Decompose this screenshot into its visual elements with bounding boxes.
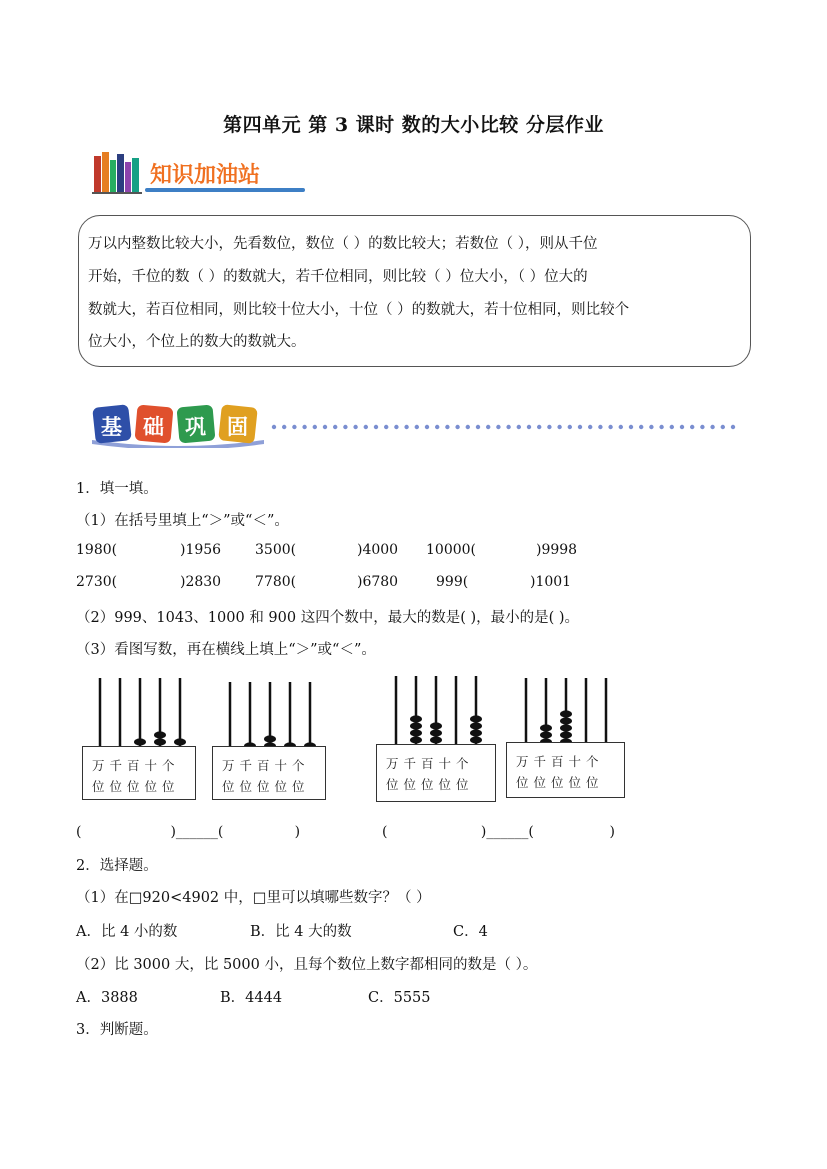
divider-dot (547, 425, 551, 429)
q2-opt2-c[interactable]: C．5555 (368, 990, 431, 1006)
divider-dot (527, 425, 531, 429)
abacus-2-place-top: 万千百十个 (222, 758, 310, 773)
knowledge-banner: 知识加油站 (150, 163, 261, 188)
abacus-1 (78, 676, 200, 801)
divider-dot (568, 425, 572, 429)
divider-dot (353, 425, 357, 429)
q1-sub1: （1）在括号里填上“＞”或“＜”。 (76, 513, 289, 529)
divider-dot (313, 425, 317, 429)
divider-dot (649, 425, 653, 429)
q1-answer-left[interactable]: ( )______( ) (76, 824, 301, 840)
abacus-2 (208, 680, 330, 805)
q2-sub1: （1）在□920<4902 中，□里可以填哪些数字？（ ） (76, 890, 431, 906)
knowledge-line-2: 开始，千位的数（ ）的数就大，若千位相同，则比较（ ）位大小，（ ）位大的 (88, 269, 588, 285)
q1-row1-b1: 3500( (255, 542, 297, 558)
abacus-bead (430, 736, 442, 743)
q1-sub3: （3）看图写数，再在横线上填上“＞”或“＜”。 (76, 642, 376, 658)
q1-row2-a2: )2830 (180, 574, 222, 590)
divider-dot (425, 425, 429, 429)
divider-dot (700, 425, 704, 429)
abacus-4 (504, 676, 628, 801)
banner-underline (145, 188, 305, 192)
basics-char-2: 础 (143, 415, 164, 439)
abacus-bead (134, 738, 146, 745)
divider-dot (670, 425, 674, 429)
q3-heading: 3．判断题。 (76, 1022, 158, 1038)
divider-dot (333, 425, 337, 429)
q2-opt1-b[interactable]: B．比 4 大的数 (250, 924, 352, 940)
divider-dot (272, 425, 276, 429)
basics-banner (88, 400, 268, 448)
abacus-bead (174, 738, 186, 745)
divider-dot (690, 425, 694, 429)
abacus-bead (560, 710, 572, 717)
divider-dot (486, 425, 490, 429)
abacus-bead (470, 736, 482, 743)
q2-opt1-a[interactable]: A．比 4 小的数 (76, 924, 178, 940)
abacus-4-place-bottom: 位位位位位 (516, 775, 604, 790)
abacus-bead (560, 724, 572, 731)
abacus-3-place-bottom: 位位位位位 (386, 777, 474, 792)
abacus-bead (410, 722, 422, 729)
basics-char-3: 巩 (185, 415, 206, 439)
divider-dot (680, 425, 684, 429)
q2-opt2-a[interactable]: A．3888 (76, 990, 138, 1006)
divider-dot (302, 425, 306, 429)
divider-dot (476, 425, 480, 429)
divider-dot (506, 425, 510, 429)
divider-dot (639, 425, 643, 429)
divider-dot (415, 425, 419, 429)
q1-row1-b2: )4000 (357, 542, 399, 558)
abacus-bead (430, 729, 442, 736)
q1-row1-a1: 1980( (76, 542, 118, 558)
divider-dot (496, 425, 500, 429)
divider-dot (394, 425, 398, 429)
divider-dot (608, 425, 612, 429)
divider-dot (598, 425, 602, 429)
divider-dot (659, 425, 663, 429)
abacus-bead (410, 729, 422, 736)
divider-dot (578, 425, 582, 429)
divider-dot (323, 425, 327, 429)
abacus-bead (154, 738, 166, 745)
q1-sub2: （2）999、1043、1000 和 900 这四个数中，最大的数是( )，最小的是( )。 (76, 610, 580, 626)
q2-opt2-b[interactable]: B．4444 (220, 990, 283, 1006)
divider-dot (374, 425, 378, 429)
books-icon (92, 150, 142, 194)
divider-dot (537, 425, 541, 429)
abacus-1-place-bottom: 位位位位位 (92, 779, 180, 794)
abacus-bead (154, 731, 166, 738)
knowledge-line-4: 位大小，个位上的数大的数就大。 (88, 334, 306, 350)
q1-row2-b1: 7780( (255, 574, 297, 590)
divider-dot (721, 425, 725, 429)
q1-row2-c2: )1001 (530, 574, 572, 590)
divider-dot (588, 425, 592, 429)
q2-opt1-c[interactable]: C．4 (453, 924, 488, 940)
q1-row2-c1: 999( (436, 574, 469, 590)
divider-dot (343, 425, 347, 429)
q2-sub2: （2）比 3000 大，比 5000 小，且每个数位上数字都相同的数是（ ）。 (76, 957, 538, 973)
q2-heading: 2．选择题。 (76, 858, 158, 874)
divider-dot (731, 425, 735, 429)
abacus-3 (374, 674, 499, 804)
abacus-2-place-bottom: 位位位位位 (222, 779, 310, 794)
abacus-bead (560, 717, 572, 724)
divider-dot (629, 425, 633, 429)
basics-char-1: 基 (101, 415, 122, 439)
abacus-bead (560, 731, 572, 738)
divider-dot (517, 425, 521, 429)
page-title: 第四单元 第 3 课时 数的大小比较 分层作业 (223, 114, 604, 136)
q1-row1-a2: )1956 (180, 542, 222, 558)
abacus-4-place-top: 万千百十个 (516, 754, 604, 769)
abacus-bead (410, 715, 422, 722)
abacus-bead (470, 715, 482, 722)
q1-row2-b2: )6780 (357, 574, 399, 590)
divider-dot (435, 425, 439, 429)
abacus-bead (410, 736, 422, 743)
divider-dot (384, 425, 388, 429)
abacus-bead (470, 722, 482, 729)
divider-dot (557, 425, 561, 429)
divider-dot (404, 425, 408, 429)
divider-dot (445, 425, 449, 429)
basics-char-4: 固 (227, 415, 248, 439)
abacus-bead (540, 731, 552, 738)
abacus-bead (470, 729, 482, 736)
abacus-3-place-top: 万千百十个 (386, 756, 474, 771)
abacus-1-place-top: 万千百十个 (92, 758, 180, 773)
divider-dot (710, 425, 714, 429)
divider-dot (282, 425, 286, 429)
divider-dot (455, 425, 459, 429)
divider-dot (364, 425, 368, 429)
q1-row2-a1: 2730( (76, 574, 118, 590)
divider-dot (619, 425, 623, 429)
knowledge-line-3: 数就大，若百位相同，则比较十位大小，十位（ ）的数就大，若十位相同，则比较个 (88, 302, 630, 318)
abacus-bead (540, 724, 552, 731)
q1-row1-c1: 10000( (426, 542, 476, 558)
q1-answer-right[interactable]: ( )______( ) (382, 824, 615, 840)
q1-heading: 1．填一填。 (76, 481, 158, 497)
dotted-divider (270, 416, 740, 424)
abacus-bead (264, 735, 276, 742)
divider-dot (292, 425, 296, 429)
abacus-bead (430, 722, 442, 729)
q1-row1-c2: )9998 (536, 542, 578, 558)
divider-dot (466, 425, 470, 429)
knowledge-line-1: 万以内整数比较大小，先看数位，数位（ ）的数比较大；若数位（ ），则从千位 (88, 236, 598, 252)
